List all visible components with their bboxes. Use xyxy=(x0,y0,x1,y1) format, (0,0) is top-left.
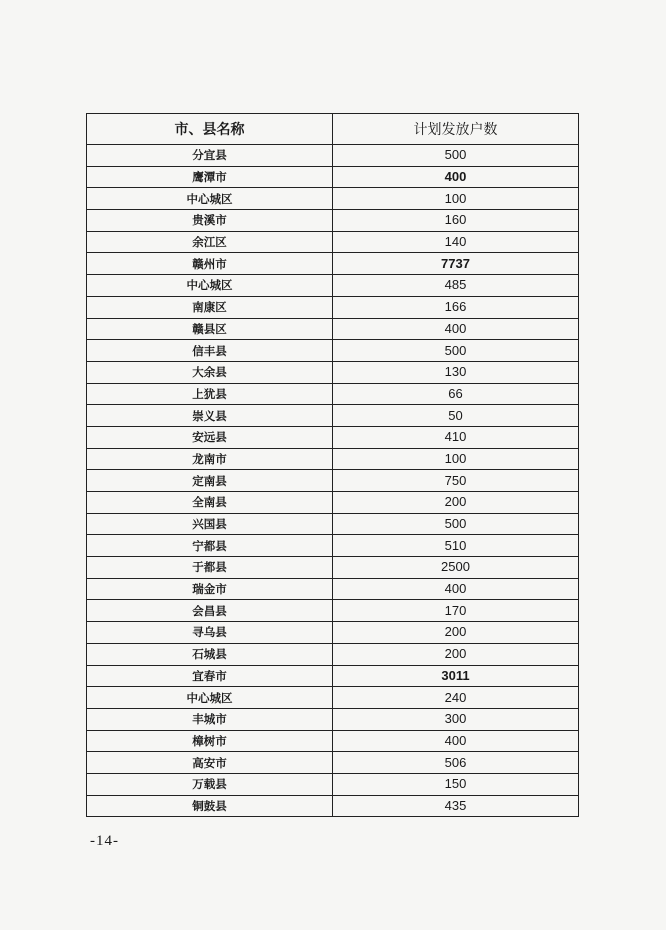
region-name-cell: 中心城区 xyxy=(87,687,333,709)
table-row xyxy=(87,600,579,622)
household-count-cell: 100 xyxy=(333,448,579,470)
table-row xyxy=(87,383,579,405)
household-count-cell: 510 xyxy=(333,535,579,557)
household-count-cell: 750 xyxy=(333,470,579,492)
household-count-cell: 240 xyxy=(333,687,579,709)
table-row xyxy=(87,578,579,600)
table-row xyxy=(87,166,579,188)
household-count-cell: 170 xyxy=(333,600,579,622)
table-row xyxy=(87,253,579,275)
region-name-cell: 万载县 xyxy=(87,773,333,795)
region-name-cell: 瑞金市 xyxy=(87,578,333,600)
table-row xyxy=(87,188,579,210)
household-count-cell: 200 xyxy=(333,622,579,644)
household-count-cell: 166 xyxy=(333,296,579,318)
region-name-cell: 余江区 xyxy=(87,231,333,253)
household-count-cell: 50 xyxy=(333,405,579,427)
household-count-cell: 160 xyxy=(333,210,579,232)
table-row xyxy=(87,340,579,362)
table-row xyxy=(87,708,579,730)
household-count-cell: 3011 xyxy=(333,665,579,687)
household-count-cell: 130 xyxy=(333,361,579,383)
header-city-county-name: 市、县名称 xyxy=(87,114,333,145)
header-planned-households: 计划发放户数 xyxy=(333,114,579,145)
table-row xyxy=(87,752,579,774)
household-count-cell: 400 xyxy=(333,318,579,340)
table-row xyxy=(87,687,579,709)
region-name-cell: 宜春市 xyxy=(87,665,333,687)
region-name-cell: 大余县 xyxy=(87,361,333,383)
region-name-cell: 崇义县 xyxy=(87,405,333,427)
household-count-cell: 485 xyxy=(333,275,579,297)
household-count-cell: 500 xyxy=(333,513,579,535)
region-name-cell: 会昌县 xyxy=(87,600,333,622)
household-count-cell: 400 xyxy=(333,730,579,752)
region-name-cell: 上犹县 xyxy=(87,383,333,405)
table-row xyxy=(87,643,579,665)
table-header-row xyxy=(87,114,579,145)
household-count-cell: 2500 xyxy=(333,557,579,579)
household-count-cell: 200 xyxy=(333,643,579,665)
household-count-cell: 7737 xyxy=(333,253,579,275)
region-name-cell: 于都县 xyxy=(87,557,333,579)
household-count-cell: 300 xyxy=(333,708,579,730)
household-count-cell: 400 xyxy=(333,578,579,600)
table-row xyxy=(87,665,579,687)
region-name-cell: 中心城区 xyxy=(87,188,333,210)
household-count-cell: 500 xyxy=(333,145,579,167)
household-quota-table xyxy=(86,113,579,817)
region-name-cell: 赣县区 xyxy=(87,318,333,340)
region-name-cell: 兴国县 xyxy=(87,513,333,535)
table-row xyxy=(87,622,579,644)
region-name-cell: 安远县 xyxy=(87,426,333,448)
table-row xyxy=(87,795,579,817)
table-row xyxy=(87,296,579,318)
table-row xyxy=(87,145,579,167)
table-row xyxy=(87,318,579,340)
region-name-cell: 南康区 xyxy=(87,296,333,318)
household-count-cell: 150 xyxy=(333,773,579,795)
table-row xyxy=(87,535,579,557)
region-name-cell: 高安市 xyxy=(87,752,333,774)
household-count-cell: 66 xyxy=(333,383,579,405)
table-row xyxy=(87,470,579,492)
table-row xyxy=(87,730,579,752)
region-name-cell: 全南县 xyxy=(87,492,333,514)
region-name-cell: 石城县 xyxy=(87,643,333,665)
table-row xyxy=(87,557,579,579)
region-name-cell: 鹰潭市 xyxy=(87,166,333,188)
region-name-cell: 信丰县 xyxy=(87,340,333,362)
region-name-cell: 宁都县 xyxy=(87,535,333,557)
household-count-cell: 100 xyxy=(333,188,579,210)
region-name-cell: 中心城区 xyxy=(87,275,333,297)
table-row xyxy=(87,426,579,448)
region-name-cell: 分宜县 xyxy=(87,145,333,167)
page-number: -14- xyxy=(90,833,119,849)
household-count-cell: 200 xyxy=(333,492,579,514)
table-row xyxy=(87,773,579,795)
region-name-cell: 丰城市 xyxy=(87,708,333,730)
household-count-cell: 435 xyxy=(333,795,579,817)
region-name-cell: 定南县 xyxy=(87,470,333,492)
table-row xyxy=(87,448,579,470)
region-name-cell: 铜鼓县 xyxy=(87,795,333,817)
household-count-cell: 500 xyxy=(333,340,579,362)
region-name-cell: 樟树市 xyxy=(87,730,333,752)
table-row xyxy=(87,275,579,297)
table-row xyxy=(87,361,579,383)
table-row xyxy=(87,405,579,427)
table-row xyxy=(87,513,579,535)
household-count-cell: 140 xyxy=(333,231,579,253)
region-name-cell: 龙南市 xyxy=(87,448,333,470)
household-count-cell: 506 xyxy=(333,752,579,774)
table-body xyxy=(87,145,579,817)
table-row xyxy=(87,492,579,514)
table-row xyxy=(87,210,579,232)
region-name-cell: 贵溪市 xyxy=(87,210,333,232)
region-name-cell: 寻乌县 xyxy=(87,622,333,644)
region-name-cell: 赣州市 xyxy=(87,253,333,275)
table-row xyxy=(87,231,579,253)
household-count-cell: 400 xyxy=(333,166,579,188)
household-count-cell: 410 xyxy=(333,426,579,448)
